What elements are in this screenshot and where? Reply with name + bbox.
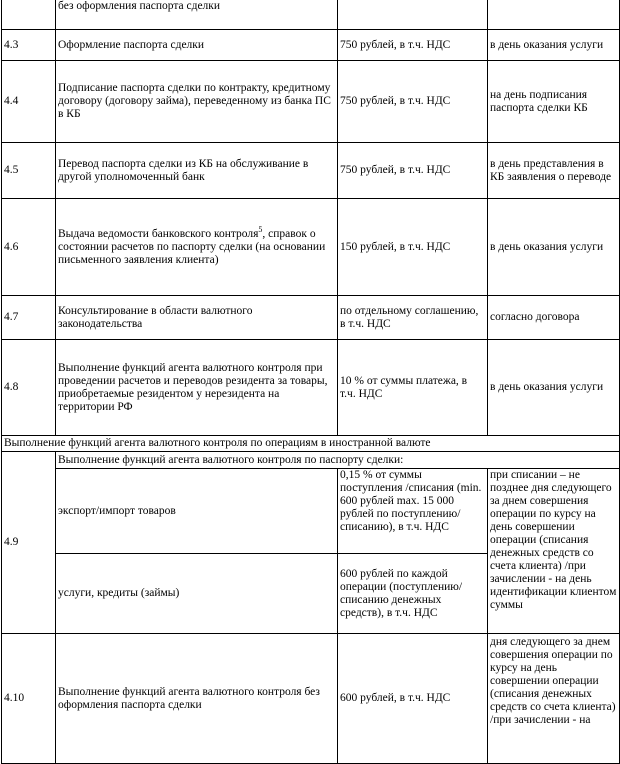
service-cell: Выполнение функций агента валютного контроля без оформления паспорта сделки xyxy=(56,634,338,764)
price-cell: 150 рублей, в т.ч. НДС xyxy=(338,199,488,296)
price-cell xyxy=(338,0,488,30)
table-row xyxy=(2,634,620,764)
service-cell: Перевод паспорта сделки из КБ на обслуживание в другой уполномоченный банк xyxy=(56,143,338,199)
service-cell: Оформление паспорта сделки xyxy=(56,30,338,61)
term-cell: согласно договора xyxy=(488,296,620,340)
term-cell: в день представления в КБ заявления о переводе xyxy=(488,143,620,199)
table-row xyxy=(2,340,620,436)
service-cell: без оформления паспорта сделки xyxy=(56,0,338,30)
table-row xyxy=(2,61,620,143)
row-number xyxy=(2,0,56,30)
price-cell: 750 рублей, в т.ч. НДС xyxy=(338,143,488,199)
service-cell: Выполнение функций агента валютного контроля при проведении расчетов и переводов резидента за товары, приобретаемые резидентом у нерезидента на территории РФ xyxy=(56,340,338,436)
table-row xyxy=(2,30,620,61)
price-cell: по отдельному соглашению, в т.ч. НДС xyxy=(338,296,488,340)
section-heading: Выполнение функций агента валютного контроля по операциям в иностранной валюте xyxy=(2,436,620,452)
price-cell: 600 рублей, в т.ч. НДС xyxy=(338,634,488,764)
term-cell: на день подписания паспорта сделки КБ xyxy=(488,61,620,143)
service-text-continued: , справок о состоянии расчетов по паспорту сделки (на основании письменного заявления клиента) xyxy=(58,227,326,266)
price-cell: 750 рублей, в т.ч. НДС xyxy=(338,30,488,61)
price-cell: 600 рублей по каждой операции (поступлению/списанию денежных средств), в т.ч. НДС xyxy=(338,554,488,634)
table-row xyxy=(2,0,620,30)
table-row xyxy=(2,296,620,340)
term-cell: при списании – не позднее дня следующего за днем совершения операции по курсу на день совершении операции (списания денежных средств со счета клиента) /при зачислении - на день идентификации клиентом суммы xyxy=(488,469,620,634)
service-cell xyxy=(56,199,338,296)
table-row xyxy=(2,469,620,554)
term-cell: дня следующего за днем совершения операции по курсу на день совершении операции (списания денежных средств со счета клиента) /при зачислении - на xyxy=(488,634,620,764)
service-cell: Подписание паспорта сделки по контракту, кредитному договору (договору займа), переведенному из банка ПС в КБ xyxy=(56,61,338,143)
sub-service-label: экспорт/импорт товаров xyxy=(56,469,338,554)
term-cell: в день оказания услуги xyxy=(488,30,620,61)
row-number: 4.5 xyxy=(2,143,56,199)
row-number: 4.8 xyxy=(2,340,56,436)
service-text: Выдача ведомости банковского контроля xyxy=(58,227,259,240)
price-cell: 750 рублей, в т.ч. НДС xyxy=(338,61,488,143)
section-row xyxy=(2,436,620,452)
price-cell: 10 % от суммы платежа, в т.ч. НДС xyxy=(338,340,488,436)
term-cell: в день оказания услуги xyxy=(488,340,620,436)
sub-service-label: услуги, кредиты (займы) xyxy=(56,554,338,634)
row-number: 4.4 xyxy=(2,61,56,143)
table-row xyxy=(2,143,620,199)
row-number: 4.9 xyxy=(2,452,56,634)
term-cell: в день оказания услуги xyxy=(488,199,620,296)
footnote-mark: 5 xyxy=(258,224,263,234)
row-number: 4.6 xyxy=(2,199,56,296)
row-number: 4.7 xyxy=(2,296,56,340)
table-row xyxy=(2,199,620,296)
term-cell xyxy=(488,0,620,30)
group-header: Выполнение функций агента валютного контроля по паспорту сделки: xyxy=(56,452,620,469)
tariff-table xyxy=(1,0,620,764)
table-row xyxy=(2,452,620,469)
service-cell: Консультирование в области валютного законодательства xyxy=(56,296,338,340)
row-number: 4.10 xyxy=(2,634,56,764)
price-cell: 0,15 % от суммы поступления /списания (min. 600 рублей max. 15 000 рублей по поступлению/списанию), в т.ч. НДС xyxy=(338,469,488,554)
row-number: 4.3 xyxy=(2,30,56,61)
